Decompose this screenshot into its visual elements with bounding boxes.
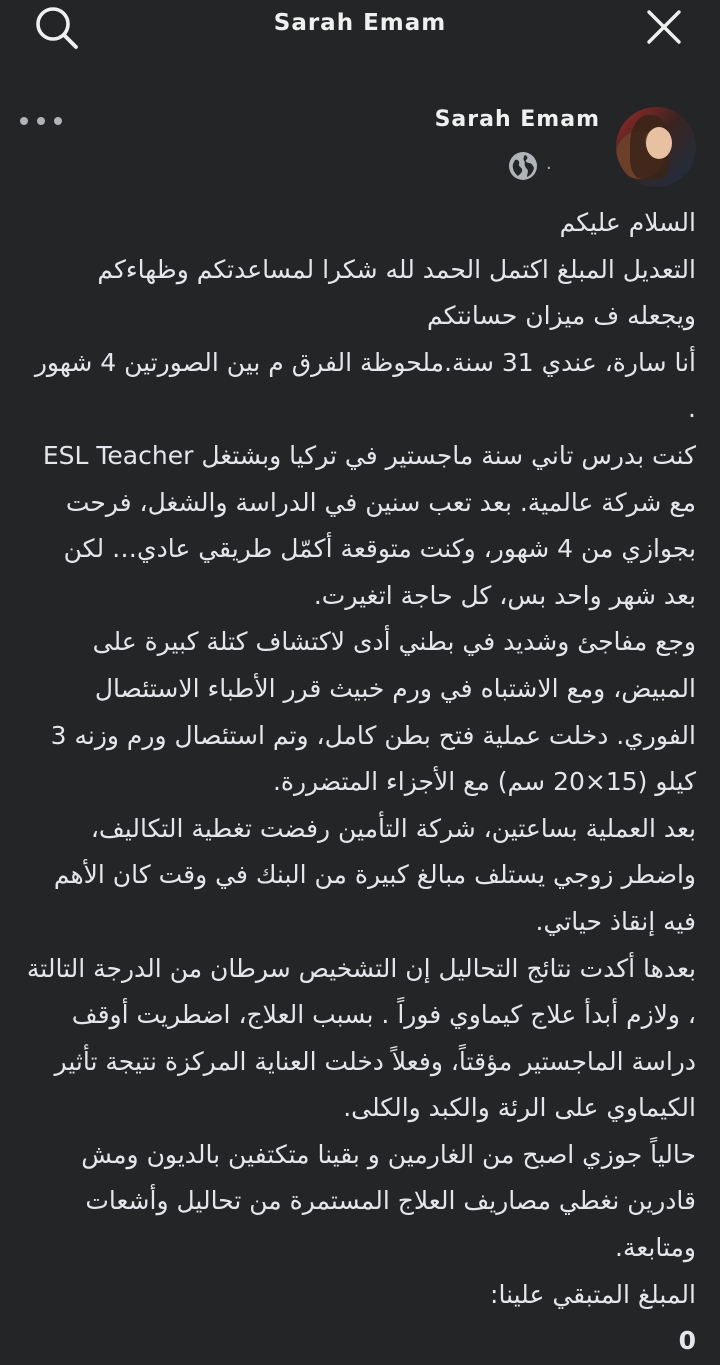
post-author-name[interactable]: Sarah Emam (434, 107, 600, 132)
post-line: أنا سارة، عندي 31 سنة.ملحوظة الفرق م بين الصورتين 4 شهور . (34, 347, 696, 424)
meta-separator: · (546, 157, 552, 179)
more-dot (20, 117, 28, 125)
post-header (0, 95, 720, 195)
post-meta (508, 151, 552, 185)
close-icon[interactable] (640, 4, 688, 50)
post-text (24, 200, 696, 1365)
page-title: Sarah Emam (273, 10, 447, 36)
avatar-face (646, 127, 672, 159)
more-options-icon[interactable] (20, 111, 62, 131)
post-line: كنت بدرس تاني سنة ماجستير في تركيا وبشتغل ESL Teacher مع شركة عالمية. بعد تعب سنين في الدراسة والشغل، فرحت بجوازي من 4 شهور، وكنت متوقعة أكمّل طريقي عادي… لكن بعد شهر واحد بس، كل حاجة اتغيرت. (42, 440, 696, 610)
more-dot (54, 117, 62, 125)
post-line: بعد العملية بساعتين، شركة التأمين رفضت تغطية التكاليف، واضطر زوجي يستلف مبالغ كبيرة من البنك في وقت كان الأهم فيه إنقاذ حياتي. (53, 813, 696, 936)
globe-icon[interactable] (508, 151, 538, 185)
avatar[interactable] (616, 107, 696, 187)
more-dot (37, 117, 45, 125)
post-line: بعدها أكدت نتائج التحاليل إن التشخيص سرطان من الدرجة التالتة ، ولازم أبدأ علاج كيماوي فوراً . بسبب العلاج، اضطريت أوقف دراسة الماجستير مؤقتاً، وفعلاً دخلت العناية المركزة نتيجة تأثير الكيماوي على الرئة والكبد والكلى. (26, 953, 696, 1123)
post-line: السلام عليكم (559, 208, 696, 237)
top-bar (0, 0, 720, 54)
post-line: حالياً جوزي اصبح من الغارمين و بقينا متكتفين بالديون ومش قادرين نغطي مصاريف العلاج المستمرة من تحاليل وأشعات ومتابعة. (81, 1139, 696, 1263)
post-line: المبلغ المتبقي علينا: (490, 1279, 696, 1309)
post-line: التعديل المبلغ اكتمل الحمد لله شكرا لمساعدتكم وظهاءكم ويجعله ف ميزان حسانتكم (97, 254, 696, 331)
post-line: وجع مفاجئ وشديد في بطني أدى لاكتشاف كتلة كبيرة على المبيض، ومع الاشتباه في ورم خبيث قرر الأطباء الاستئصال الفوري. دخلت عملية فتح بطن كامل، وتم استئصال ورم وزنه 3 كيلو (15×20 سم) مع الأجزاء المتضررة. (50, 627, 696, 797)
remaining-amount: 0 (678, 1326, 696, 1356)
